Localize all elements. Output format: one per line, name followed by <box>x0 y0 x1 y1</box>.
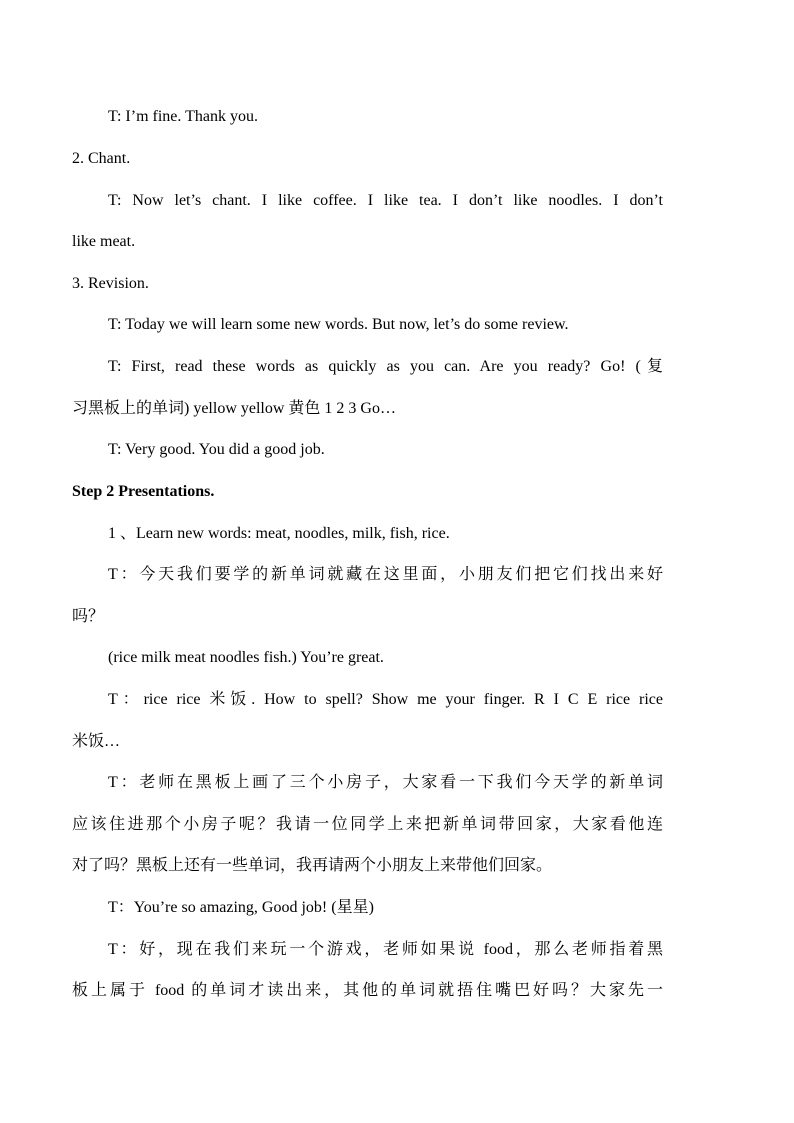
section-heading: 2. Chant. <box>72 150 131 167</box>
text-line: 对了吗？黑板上还有一些单词，我再请两个小朋友上来带他们回家。 <box>72 857 553 874</box>
text-line: T：今天我们要学的新单词就藏在这里面，小朋友们把它们找出来好 <box>108 566 663 583</box>
text-line: T: Now let’s chant. I like coffee. I like tea. I don’t like noodles. I don’t <box>108 192 663 209</box>
text-line: 1 、Learn new words: meat, noodles, milk, fish, rice. <box>108 525 450 542</box>
text-line: (rice milk meat noodles fish.) You’re great. <box>108 649 384 666</box>
text-line: T: Very good. You did a good job. <box>108 441 325 458</box>
text-line: 习黑板上的单词) yellow yellow 黄色 1 2 3 Go… <box>72 400 396 417</box>
text-line: 板上属于 food 的单词才读出来，其他的单词就捂住嘴巴好吗？大家先一 <box>72 982 663 999</box>
text-line: T: First, read these words as quickly as you can. Are you ready? Go! (复 <box>108 358 663 375</box>
text-line: T：好，现在我们来玩一个游戏，老师如果说 food，那么老师指着黑 <box>108 941 663 958</box>
section-heading: 3. Revision. <box>72 275 149 292</box>
text-line: T：You’re so amazing, Good job! (星星) <box>108 899 374 916</box>
text-line: T: Today we will learn some new words. But now, let’s do some review. <box>108 316 569 333</box>
text-line: T：rice rice 米饭. How to spell? Show me your finger. R I C E rice rice <box>108 691 663 708</box>
text-line: T：老师在黑板上画了三个小房子，大家看一下我们今天学的新单词 <box>108 774 663 791</box>
text-line: 吗？ <box>72 608 105 625</box>
text-line: 应该住进那个小房子呢？我请一位同学上来把新单词带回家，大家看他连 <box>72 816 663 833</box>
step-heading: Step 2 Presentations. <box>72 483 215 500</box>
text-line: like meat. <box>72 233 136 250</box>
text-line: T: I’m fine. Thank you. <box>108 108 258 125</box>
text-line: 米饭… <box>72 733 121 750</box>
